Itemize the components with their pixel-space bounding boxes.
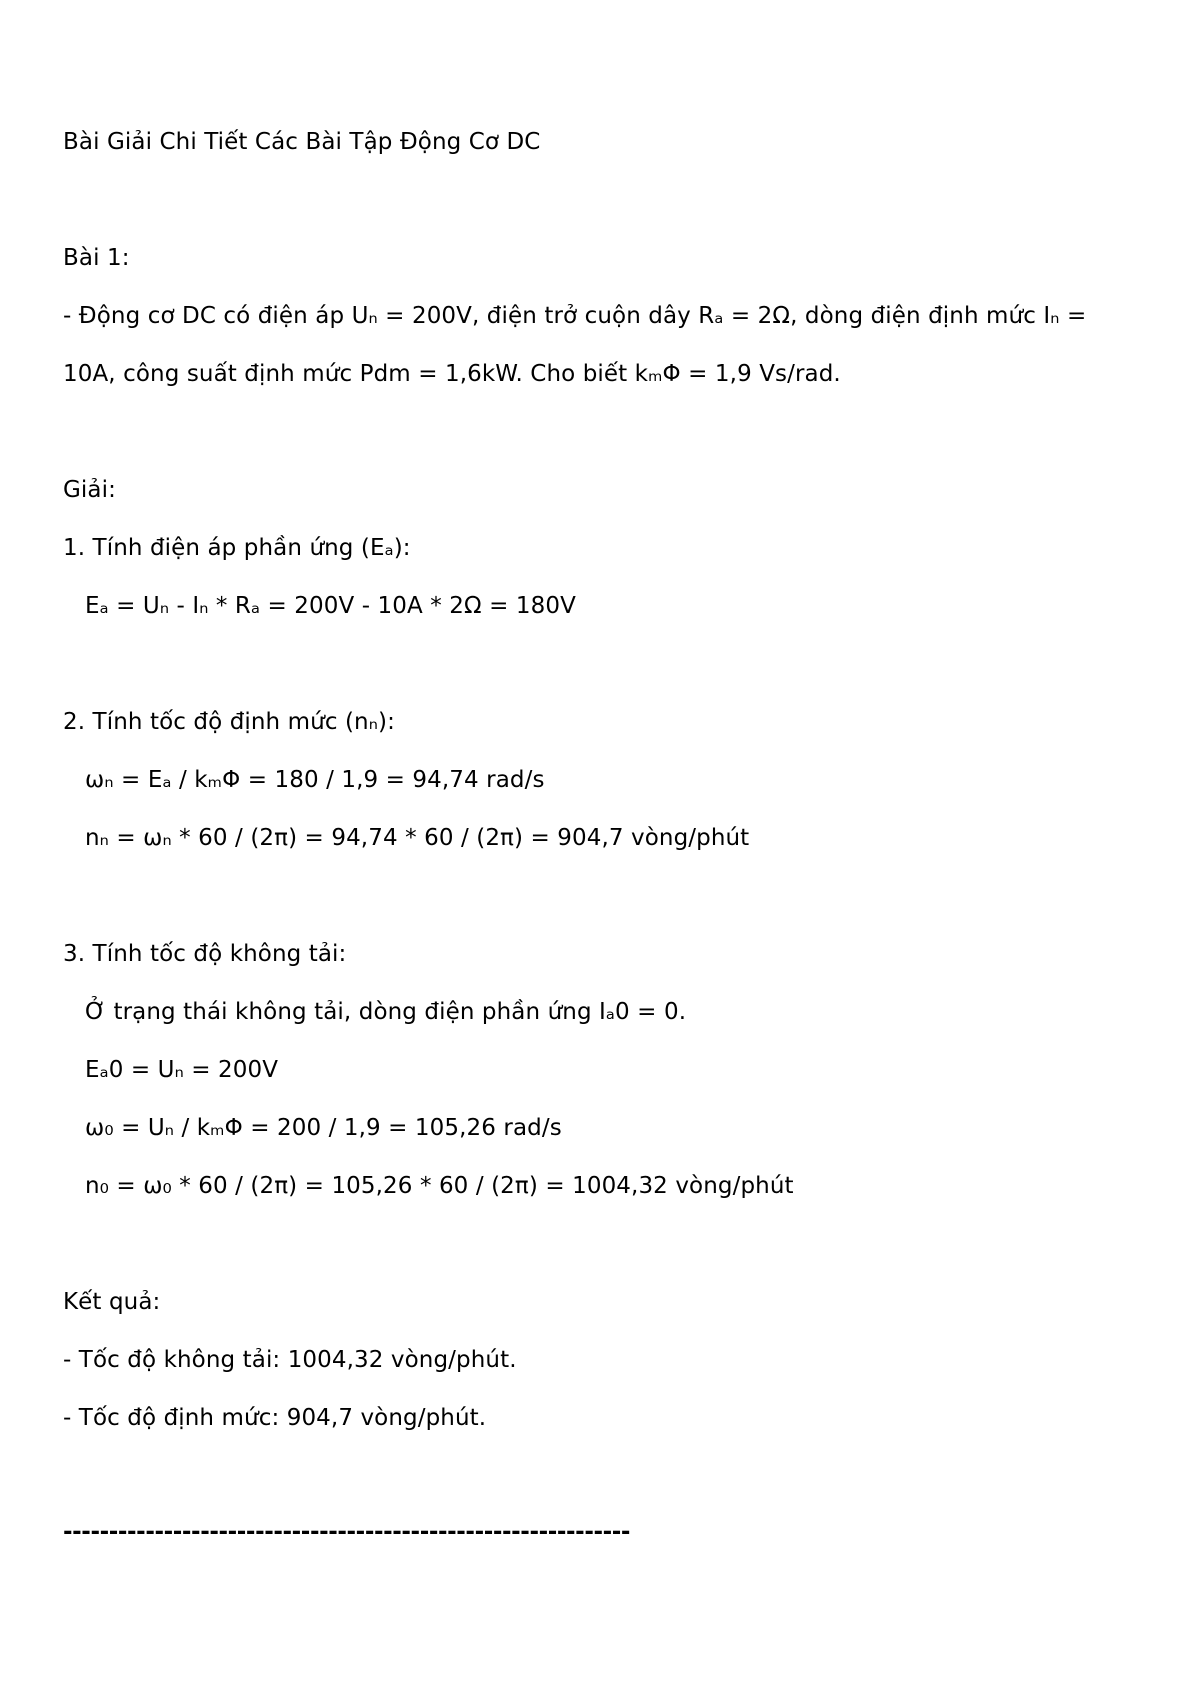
step1-equation: Eₐ = Uₙ - Iₙ * Rₐ = 200V - 10A * 2Ω = 180V (85, 593, 576, 619)
step3-heading: 3. Tính tốc độ không tải: (63, 941, 347, 967)
problem-heading: Bài 1: (63, 245, 130, 271)
result-line-2: - Tốc độ định mức: 904,7 vòng/phút. (63, 1405, 487, 1431)
result-heading: Kết quả: (63, 1289, 161, 1315)
step2-equation-1: ωₙ = Eₐ / kₘΦ = 180 / 1,9 = 94,74 rad/s (85, 767, 545, 793)
problem-line-1: - Động cơ DC có điện áp Uₙ = 200V, điện trở cuộn dây Rₐ = 2Ω, dòng điện định mức Iₙ = (63, 303, 1087, 329)
problem-line-2: 10A, công suất định mức Pdm = 1,6kW. Cho biết kₘΦ = 1,9 Vs/rad. (63, 361, 841, 387)
step3-equation-1: Eₐ0 = Uₙ = 200V (85, 1057, 279, 1083)
document-title: Bài Giải Chi Tiết Các Bài Tập Động Cơ DC (63, 129, 541, 155)
result-line-1: - Tốc độ không tải: 1004,32 vòng/phút. (63, 1347, 517, 1373)
separator-line: -------------------------------------------------------------- (63, 1519, 631, 1545)
step3-line-1: Ở trạng thái không tải, dòng điện phần ứng Iₐ0 = 0. (85, 999, 687, 1025)
step3-equation-3: n₀ = ω₀ * 60 / (2π) = 105,26 * 60 / (2π) = 1004,32 vòng/phút (85, 1173, 794, 1199)
step2-equation-2: nₙ = ωₙ * 60 / (2π) = 94,74 * 60 / (2π) = 904,7 vòng/phút (85, 825, 750, 851)
step2-heading: 2. Tính tốc độ định mức (nₙ): (63, 709, 395, 735)
step1-heading: 1. Tính điện áp phần ứng (Eₐ): (63, 535, 411, 561)
solution-heading: Giải: (63, 477, 116, 503)
step3-equation-2: ω₀ = Uₙ / kₘΦ = 200 / 1,9 = 105,26 rad/s (85, 1115, 562, 1141)
